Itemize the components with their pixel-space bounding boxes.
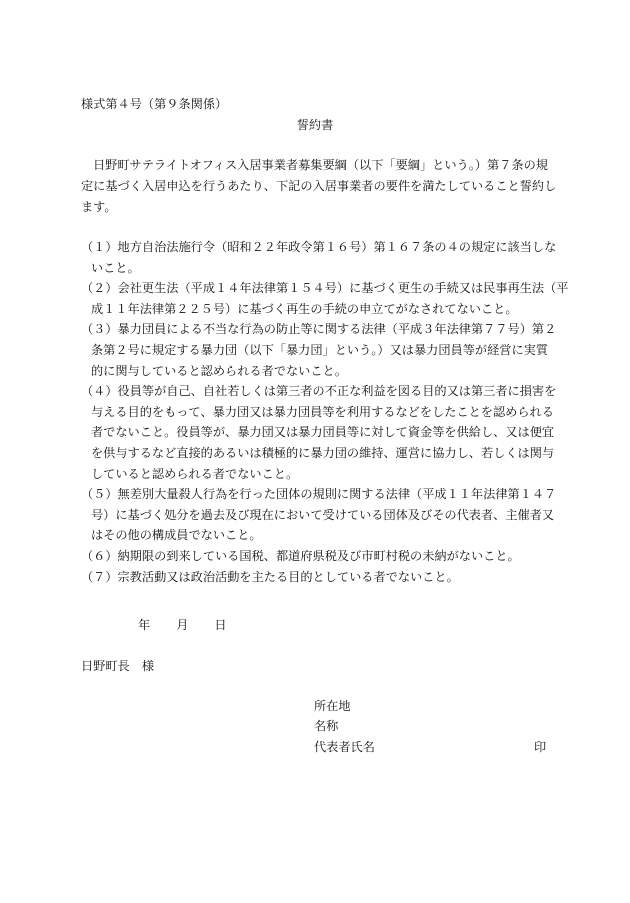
requirement-item (81, 546, 561, 567)
intro-paragraph (81, 155, 557, 218)
requirement-line: はその他の構成員でないこと。 (91, 528, 262, 543)
address-label: 所在地 (314, 699, 351, 713)
requirement-line: 的に関与していると認められる者でないこと。 (91, 363, 347, 378)
requirement-line: 成１１年法律第２２５号）に基づく再生の手続の申立てがなされてないこと。 (91, 301, 518, 316)
month-label: 月 (176, 618, 189, 632)
day-label: 日 (214, 618, 227, 632)
requirement-line: （２）会社更生法（平成１４年法律第１５４号）に基づく更生の手続又は民事再生法（平 (81, 281, 569, 296)
requirement-item (81, 319, 561, 381)
requirement-line: （１）地方自治法施行令（昭和２２年政令第１６号）第１６７条の４の規定に該当しな (81, 240, 557, 254)
intro-line: ます。 (81, 200, 117, 214)
addressee: 日野町長 様 (81, 659, 155, 673)
requirement-line: （６）納期限の到来している国税、都道府県税及び市町村税の未納がないこと。 (81, 548, 520, 563)
requirement-line: （３）暴力団員による不当な行為の防止等に関する法律（平成３年法律第７７号）第２ (81, 322, 557, 337)
document-title: 誓約書 (296, 118, 334, 132)
requirement-line: 与える目的をもって、暴力団又は暴力団員等を利用するなどをしたことを認められる (91, 404, 554, 419)
requirement-line: （５）無差別大量殺人行為を行った団体の規則に関する法律（平成１１年法律第１４７ (81, 487, 557, 502)
intro-line: 定に基づく入居申込を行うあたり、下記の入居事業者の要件を満たしていること誓約し (81, 179, 557, 193)
requirement-line: 条第２号に規定する暴力団（以下「暴力団」という。）又は暴力団員等が経営に実質 (91, 342, 549, 357)
requirement-item (81, 381, 561, 484)
requirement-line: （４）役員等が自己、自社若しくは第三者の不正な利益を図る目的又は第三者に損害を (81, 384, 557, 399)
form-number-label: 様式第４号（第９条関係） (81, 97, 228, 111)
representative-name-label: 代表者氏名 (314, 740, 375, 754)
requirement-line: いこと。 (91, 260, 140, 275)
company-name-label: 名称 (314, 719, 339, 733)
requirement-item (81, 484, 561, 546)
year-label: 年 (138, 618, 151, 632)
requirement-item (81, 278, 569, 319)
requirement-line: していると認められる者でないこと。 (91, 466, 299, 481)
date-line (138, 616, 227, 633)
requirement-line: 者でないこと。役員等が、暴力団又は暴力団員等に対して資金等を供給し、又は便宜 (91, 425, 555, 440)
requirement-line: を供与するなど直接的あるいは積極的に暴力団の維持、運営に協力し、若しくは関与 (91, 445, 555, 460)
seal-mark: 印 (534, 740, 547, 754)
requirement-line: （７）宗教活動又は政治活動を主たる目的としている者でないこと。 (81, 569, 459, 584)
intro-line: 日野町サテライトオフィス入居事業者募集要綱（以下「要綱」という。）第７条の規 (93, 158, 548, 172)
requirement-item (81, 237, 561, 278)
requirements-list (81, 237, 569, 587)
requirement-item (81, 567, 561, 588)
requirement-line: 号）に基づく処分を過去及び現在において受けている団体及びその代表者、主催者又 (91, 507, 555, 522)
